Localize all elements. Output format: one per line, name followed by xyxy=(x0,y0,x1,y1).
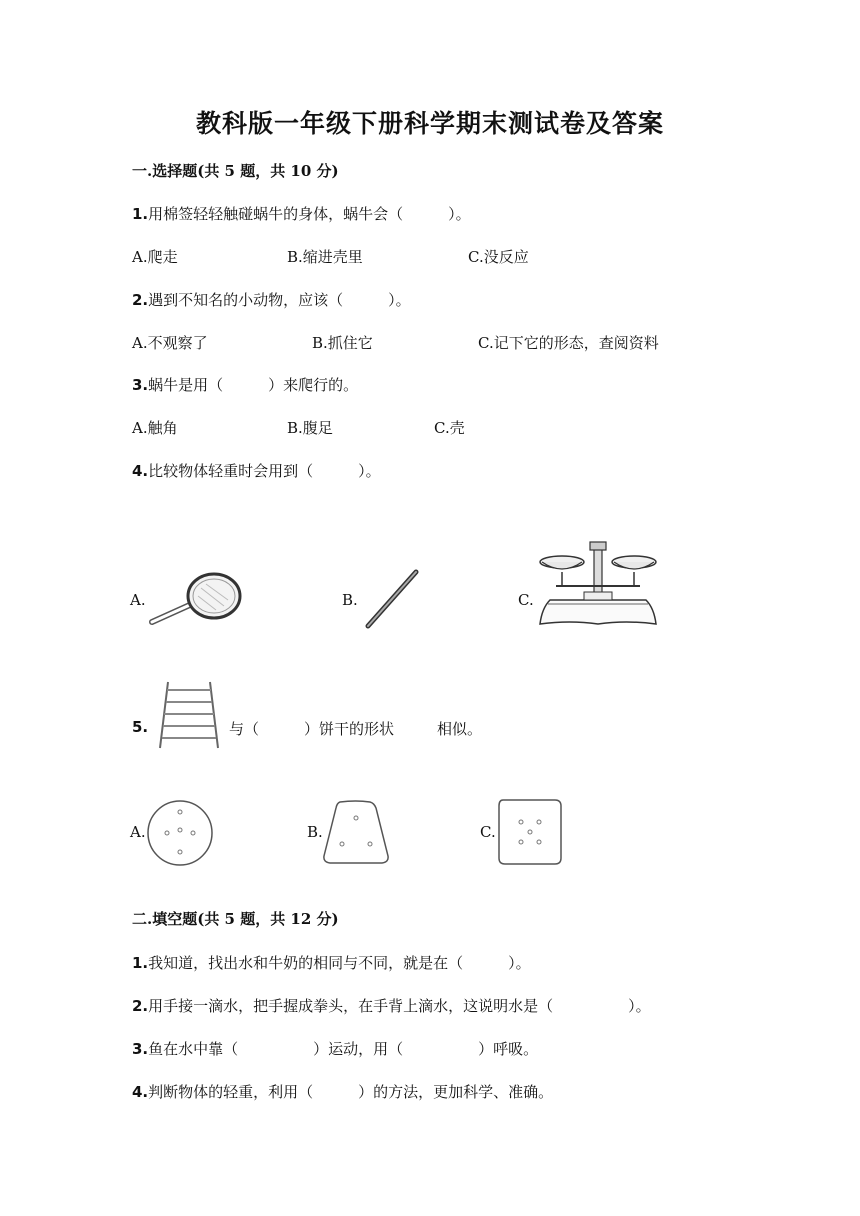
option-a: A.触角 xyxy=(132,419,178,437)
option-c: C.壳 xyxy=(434,419,465,437)
question-text: 鱼在水中靠（ ）运动，用（ ）呼吸。 xyxy=(148,1040,539,1058)
question-text: 比较物体轻重时会用到（ ）。 xyxy=(148,462,381,480)
question-text: 蜗牛是用（ ）来爬行的。 xyxy=(148,376,359,394)
option-a: A. xyxy=(130,591,146,609)
option-c: C.没反应 xyxy=(468,248,529,266)
ladder-icon xyxy=(154,680,224,750)
option-c: C.记下它的形态，查阅资料 xyxy=(478,334,659,352)
question-text: 我知道，找出水和牛奶的相同与不同，就是在（ ）。 xyxy=(148,954,531,972)
question-2 xyxy=(132,289,411,310)
section-heading-choice: 一.选择题(共 5 题，共 10 分) xyxy=(132,162,339,180)
question-number: 3. xyxy=(132,1040,149,1058)
fill-question-4 xyxy=(132,1081,553,1102)
option-c: C. xyxy=(518,591,534,609)
rod-icon xyxy=(362,568,422,630)
section-heading-fill: 二.填空题(共 5 题，共 12 分) xyxy=(132,910,339,928)
question-text: 判断物体的轻重，利用（ ）的方法，更加科学、准确。 xyxy=(148,1083,554,1101)
question-text: 遇到不知名的小动物，应该（ ）。 xyxy=(148,291,411,309)
fill-question-2 xyxy=(132,995,651,1016)
round-biscuit-icon xyxy=(145,798,215,868)
question-3 xyxy=(132,374,358,395)
question-number: 3. xyxy=(132,376,149,394)
question-1 xyxy=(132,203,471,224)
question-number: 4. xyxy=(132,462,149,480)
option-a: A.不观察了 xyxy=(132,334,208,352)
square-biscuit-icon xyxy=(497,798,563,866)
question-text-end: 相似。 xyxy=(437,720,483,738)
option-b: B. xyxy=(342,591,358,609)
question-4 xyxy=(132,460,381,481)
magnifying-glass-icon xyxy=(146,570,246,630)
question-5 xyxy=(132,718,148,736)
fill-question-3 xyxy=(132,1038,538,1059)
page-title: 教科版一年级下册科学期末测试卷及答案 xyxy=(195,109,664,138)
option-b: B.腹足 xyxy=(287,419,333,437)
option-c: C. xyxy=(480,823,496,841)
question-number: 2. xyxy=(132,997,149,1015)
question-text: 与（ ）饼干的形状 xyxy=(229,720,395,738)
option-a: A. xyxy=(130,823,146,841)
question-number: 1. xyxy=(132,954,149,972)
trapezoid-biscuit-icon xyxy=(322,798,390,866)
fill-question-1 xyxy=(132,952,531,973)
question-number: 4. xyxy=(132,1083,149,1101)
question-number: 2. xyxy=(132,291,149,309)
balance-scale-icon xyxy=(536,538,660,628)
question-text: 用棉签轻轻触碰蜗牛的身体，蜗牛会（ ）。 xyxy=(148,205,471,223)
option-a: A.爬走 xyxy=(132,248,178,266)
option-b: B.抓住它 xyxy=(312,334,373,352)
question-number: 1. xyxy=(132,205,149,223)
option-b: B. xyxy=(307,823,323,841)
question-number: 5. xyxy=(132,718,149,736)
option-b: B.缩进壳里 xyxy=(287,248,363,266)
question-text: 用手接一滴水，把手握成拳头，在手背上滴水，这说明水是（ ）。 xyxy=(148,997,651,1015)
